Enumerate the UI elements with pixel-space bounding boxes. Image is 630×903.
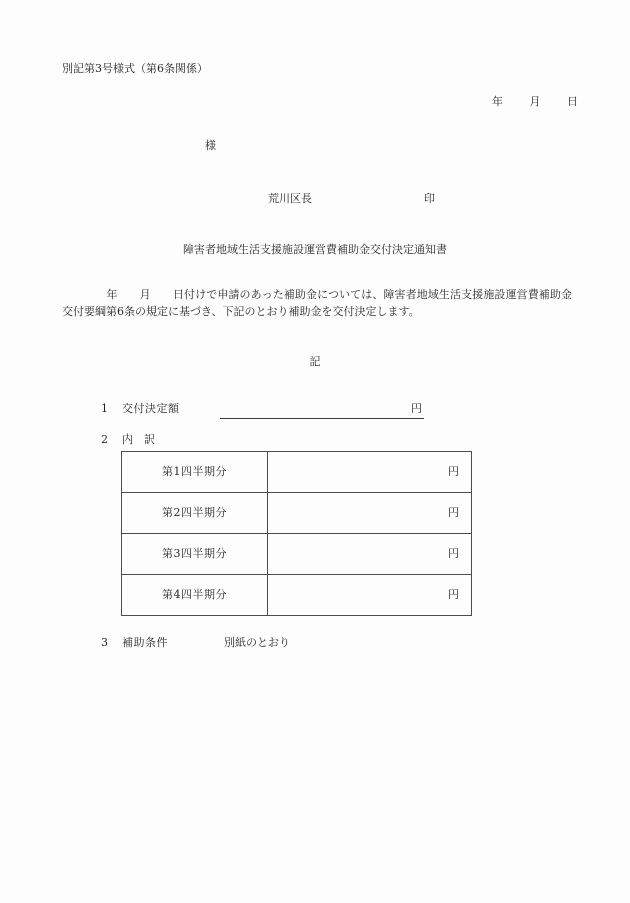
grant-amount-blank-field — [220, 402, 424, 419]
record-marker: 記 — [309, 355, 321, 368]
quarter-label: 第1四半期分 — [122, 452, 268, 492]
quarter-amount-cell: 円 — [448, 588, 459, 602]
item2-number: 2 — [101, 433, 108, 446]
breakdown-table — [121, 451, 472, 616]
issue-date-line: 年 月 日 — [492, 95, 580, 108]
quarter-amount-cell: 円 — [448, 547, 459, 561]
table-row — [122, 533, 471, 574]
table-row — [122, 452, 471, 492]
seal-mark: 印 — [424, 192, 435, 205]
quarter-label: 第4四半期分 — [122, 575, 268, 615]
quarter-amount-cell: 円 — [448, 506, 459, 520]
grant-amount-unit: 円 — [411, 402, 422, 415]
item1-label-grant-amount: 交付決定額 — [122, 402, 180, 415]
quarter-amount-cell: 円 — [448, 465, 459, 479]
sender-name: 荒川区長 — [268, 192, 312, 205]
item1-number: 1 — [101, 402, 108, 415]
document-title: 障害者地域生活支援施設運営費補助金交付決定通知書 — [183, 243, 447, 256]
item3-label-subsidy-conditions: 補助条件 — [122, 636, 168, 649]
table-row — [122, 492, 471, 533]
body-paragraph: 年 月 日付けで申請のあった補助金については、障害者地域生活支援施設運営費補助金交付要綱第6条の規定に基づき、下記のとおり補助金を交付決定します。 — [62, 288, 572, 318]
form-style-label: 別記第3号様式（第6条関係） — [62, 62, 208, 75]
quarter-label: 第2四半期分 — [122, 493, 268, 533]
item3-value-as-attached: 別紙のとおり — [224, 636, 290, 649]
quarter-label: 第3四半期分 — [122, 534, 268, 574]
table-row — [122, 574, 471, 615]
item2-label-breakdown: 内 訳 — [122, 433, 155, 446]
item3-number: 3 — [101, 636, 108, 649]
addressee-honorific: 様 — [205, 139, 216, 152]
